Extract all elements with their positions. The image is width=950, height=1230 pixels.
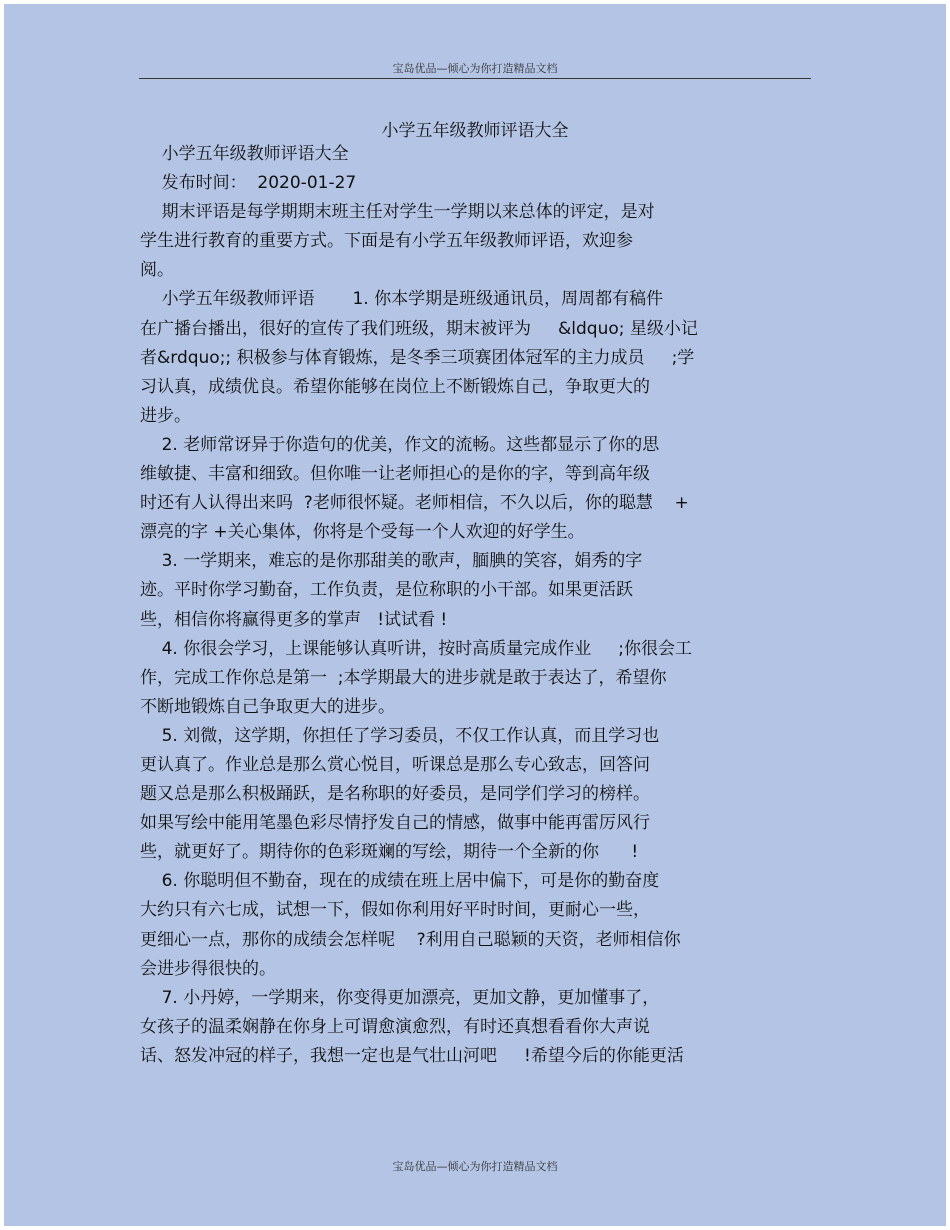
body-line: 7. 小丹婷，一学期来，你变得更加漂亮，更加文静，更加懂事了， — [140, 987, 660, 1008]
body-line: 迹。平时你学习勤奋，工作负责，是位称职的小干部。如果更活跃 — [140, 580, 633, 601]
page-footer: 宝岛优品—倾心为你打造精品文档 — [392, 1160, 558, 1173]
body-line: 6. 你聪明但不勤奋，现在的成绩在班上居中偏下，可是你的勤奋度 — [140, 871, 660, 892]
page-header: 宝岛优品—倾心为你打造精品文档 — [392, 62, 558, 75]
header-divider — [139, 78, 811, 79]
body-line: 不断地锻炼自己争取更大的进步。 — [140, 696, 395, 717]
body-line: 习认真，成绩优良。希望你能够在岗位上不断锻炼自己，争取更大的 — [140, 376, 650, 397]
body-line: 进步。 — [140, 405, 191, 426]
document-title: 小学五年级教师评语大全 — [381, 121, 569, 141]
body-line: 更细心一点，那你的成绩会怎样呢 ?利用自己聪颖的天资，老师相信你 — [140, 929, 681, 950]
document-page — [4, 4, 946, 1226]
body-line: 4. 你很会学习，上课能够认真听讲，按时高质量完成作业 ;你很会工 — [140, 638, 692, 659]
body-line: 小学五年级教师评语 1. 你本学期是班级通讯员，周周都有稿件 — [140, 289, 664, 310]
body-line: 期末评语是每学期期末班主任对学生一学期以来总体的评定，是对 — [140, 202, 655, 223]
document-body — [140, 140, 820, 1071]
body-line: 会进步得很快的。 — [140, 958, 276, 979]
body-line: 作，完成工作你总是第一 ;本学期最大的进步就是敢于表达了，希望你 — [140, 667, 667, 688]
body-line: 维敏捷、丰富和细致。但你唯一让老师担心的是你的字，等到高年级 — [140, 464, 650, 485]
body-line: 阅。 — [140, 260, 174, 281]
body-line: 小学五年级教师评语大全 — [140, 144, 349, 164]
body-line: 2. 老师常讶异于你造句的优美，作文的流畅。这些都显示了你的思 — [140, 434, 660, 455]
body-line: 更认真了。作业总是那么赏心悦目，听课总是那么专心致志，回答问 — [140, 754, 650, 775]
body-line: 大约只有六七成，试想一下，假如你利用好平时时间，更耐心一些， — [140, 900, 650, 921]
body-line: 话、怒发冲冠的样子，我想一定也是气壮山河吧 !希望今后的你能更活 — [140, 1045, 684, 1066]
body-line: 题又总是那么积极踊跃，是名称职的好委员，是同学们学习的榜样。 — [140, 784, 650, 805]
body-line: 3. 一学期来，难忘的是你那甜美的歌声，腼腆的笑容，娟秀的字 — [140, 551, 643, 572]
body-line: 学生进行教育的重要方式。下面是有小学五年级教师评语，欢迎参 — [140, 231, 633, 252]
body-line: 发布时间： 2020-01-27 — [140, 173, 357, 194]
body-line: 时还有人认得出来吗 ?老师很怀疑。老师相信，不久以后，你的聪慧 + — [140, 493, 689, 514]
body-line: 在广播台播出，很好的宣传了我们班级，期末被评为 &ldquo; 星级小记 — [140, 318, 698, 339]
body-line: 如果写绘中能用笔墨色彩尽情抒发自己的情感，做事中能再雷厉风行 — [140, 813, 650, 834]
body-line: 5. 刘微，这学期，你担任了学习委员，不仅工作认真，而且学习也 — [140, 725, 660, 746]
body-line: 者&rdquo;; 积极参与体育锻炼，是冬季三项赛团体冠军的主力成员 ;学 — [140, 347, 695, 368]
body-line: 些，就更好了。期待你的色彩斑斓的写绘，期待一个全新的你 ! — [140, 842, 639, 863]
body-line: 女孩子的温柔娴静在你身上可谓愈演愈烈，有时还真想看看你大声说 — [140, 1016, 650, 1037]
body-line: 漂亮的字 +关心集体，你将是个受每一个人欢迎的好学生。 — [140, 522, 585, 543]
body-line: 些，相信你将赢得更多的掌声 !试试看 ! — [140, 609, 448, 630]
